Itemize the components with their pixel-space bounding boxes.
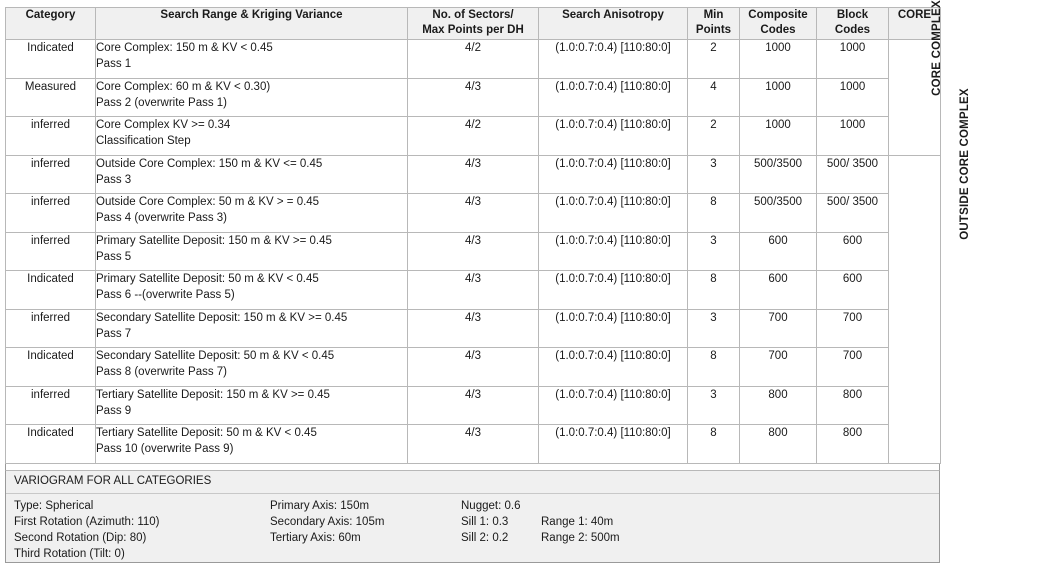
variogram-title: VARIOGRAM FOR ALL CATEGORIES <box>14 475 212 487</box>
variogram-range-2: Range 2: 500m <box>541 532 620 544</box>
sectors-cell: 4/3 <box>408 78 539 117</box>
variogram-tertiary-axis: Tertiary Axis: 60m <box>270 532 361 544</box>
category-cell: Indicated <box>6 425 96 464</box>
search-range-cell: Core Complex KV >= 0.34 Classification Step <box>96 117 408 156</box>
header-category: Category <box>6 8 96 40</box>
anisotropy-cell: (1.0:0.7:0.4) [110:80:0] <box>539 40 688 79</box>
sectors-cell: 4/3 <box>408 232 539 271</box>
composite-codes-cell: 800 <box>740 386 817 425</box>
table-row <box>6 117 941 156</box>
anisotropy-cell: (1.0:0.7:0.4) [110:80:0] <box>539 155 688 194</box>
sectors-cell: 4/2 <box>408 40 539 79</box>
min-points-cell: 8 <box>688 194 740 233</box>
category-cell: inferred <box>6 232 96 271</box>
category-cell: Indicated <box>6 40 96 79</box>
header-composite-codes: Composite Codes <box>740 8 817 40</box>
header-sectors: No. of Sectors/ Max Points per DH <box>408 8 539 40</box>
search-range-cell: Primary Satellite Deposit: 50 m & KV < 0.45 Pass 6 --(overwrite Pass 5) <box>96 271 408 310</box>
anisotropy-cell: (1.0:0.7:0.4) [110:80:0] <box>539 117 688 156</box>
anisotropy-cell: (1.0:0.7:0.4) [110:80:0] <box>539 194 688 233</box>
min-points-cell: 3 <box>688 155 740 194</box>
search-range-cell: Secondary Satellite Deposit: 150 m & KV >= 0.45 Pass 7 <box>96 309 408 348</box>
table-row <box>6 348 941 387</box>
category-cell: inferred <box>6 155 96 194</box>
anisotropy-cell: (1.0:0.7:0.4) [110:80:0] <box>539 309 688 348</box>
variogram-panel <box>5 470 940 563</box>
search-range-cell: Tertiary Satellite Deposit: 50 m & KV < 0.45 Pass 10 (overwrite Pass 9) <box>96 425 408 464</box>
sectors-cell: 4/3 <box>408 348 539 387</box>
category-cell: Indicated <box>6 348 96 387</box>
block-codes-cell: 1000 <box>817 40 889 79</box>
sectors-cell: 4/3 <box>408 271 539 310</box>
category-cell: inferred <box>6 194 96 233</box>
block-codes-cell: 700 <box>817 348 889 387</box>
table-row <box>6 386 941 425</box>
composite-codes-cell: 1000 <box>740 117 817 156</box>
composite-codes-cell: 800 <box>740 425 817 464</box>
variogram-sill-1: Sill 1: 0.3 <box>461 516 509 528</box>
variogram-second-rotation: Second Rotation (Dip: 80) <box>14 532 147 544</box>
anisotropy-cell: (1.0:0.7:0.4) [110:80:0] <box>539 425 688 464</box>
category-cell: inferred <box>6 309 96 348</box>
search-range-cell: Tertiary Satellite Deposit: 150 m & KV >= 0.45 Pass 9 <box>96 386 408 425</box>
min-points-cell: 8 <box>688 348 740 387</box>
table-row <box>6 78 941 117</box>
sectors-cell: 4/3 <box>408 194 539 233</box>
min-points-cell: 4 <box>688 78 740 117</box>
variogram-range-1: Range 1: 40m <box>541 516 614 528</box>
table-row <box>6 425 941 464</box>
table-row <box>6 155 941 194</box>
block-codes-cell: 800 <box>817 425 889 464</box>
search-parameters-table <box>5 0 971 464</box>
variogram-third-rotation: Third Rotation (Tilt: 0) <box>14 548 125 560</box>
variogram-divider <box>6 493 939 494</box>
header-anisotropy: Search Anisotropy <box>539 8 688 40</box>
min-points-cell: 8 <box>688 425 740 464</box>
min-points-cell: 2 <box>688 117 740 156</box>
variogram-primary-axis: Primary Axis: 150m <box>270 500 370 512</box>
sectors-cell: 4/3 <box>408 386 539 425</box>
min-points-cell: 8 <box>688 271 740 310</box>
composite-codes-cell: 700 <box>740 309 817 348</box>
sectors-cell: 4/3 <box>408 425 539 464</box>
sectors-cell: 4/3 <box>408 155 539 194</box>
block-codes-cell: 500/ 3500 <box>817 194 889 233</box>
core-complex-group <box>889 0 943 156</box>
min-points-cell: 2 <box>688 40 740 79</box>
variogram-sill-2: Sill 2: 0.2 <box>461 532 509 544</box>
composite-codes-cell: 700 <box>740 348 817 387</box>
header-min-points: Min Points <box>688 8 740 40</box>
header-row <box>6 8 941 40</box>
composite-codes-cell: 1000 <box>740 78 817 117</box>
block-codes-cell: 1000 <box>817 78 889 117</box>
table-row <box>6 194 941 233</box>
min-points-cell: 3 <box>688 232 740 271</box>
category-cell: inferred <box>6 386 96 425</box>
header-block-codes: Block Codes <box>817 8 889 40</box>
anisotropy-cell: (1.0:0.7:0.4) [110:80:0] <box>539 232 688 271</box>
table-row <box>6 271 941 310</box>
block-codes-cell: 700 <box>817 309 889 348</box>
composite-codes-cell: 600 <box>740 232 817 271</box>
block-codes-cell: 1000 <box>817 117 889 156</box>
block-codes-cell: 600 <box>817 271 889 310</box>
search-range-cell: Core Complex: 60 m & KV < 0.30) Pass 2 (overwrite Pass 1) <box>96 78 408 117</box>
table-row <box>6 40 941 79</box>
block-codes-cell: 800 <box>817 386 889 425</box>
search-range-cell: Core Complex: 150 m & KV < 0.45 Pass 1 <box>96 40 408 79</box>
search-range-cell: Outside Core Complex: 50 m & KV > = 0.45 Pass 4 (overwrite Pass 3) <box>96 194 408 233</box>
anisotropy-cell: (1.0:0.7:0.4) [110:80:0] <box>539 78 688 117</box>
category-cell: Measured <box>6 78 96 117</box>
composite-codes-cell: 1000 <box>740 40 817 79</box>
composite-codes-cell: 500/3500 <box>740 155 817 194</box>
header-core: CORE <box>889 8 941 40</box>
block-codes-cell: 500/ 3500 <box>817 155 889 194</box>
outside-core-complex-label: OUTSIDE CORE COMPLEX <box>958 87 971 240</box>
search-range-cell: Primary Satellite Deposit: 150 m & KV >= 0.45 Pass 5 <box>96 232 408 271</box>
sectors-cell: 4/3 <box>408 309 539 348</box>
search-range-cell: Secondary Satellite Deposit: 50 m & KV < 0.45 Pass 8 (overwrite Pass 7) <box>96 348 408 387</box>
outside-core-complex-group <box>889 87 971 463</box>
header-search-range: Search Range & Kriging Variance <box>96 8 408 40</box>
table-row <box>6 232 941 271</box>
min-points-cell: 3 <box>688 386 740 425</box>
anisotropy-cell: (1.0:0.7:0.4) [110:80:0] <box>539 386 688 425</box>
variogram-type: Type: Spherical <box>14 500 94 512</box>
category-cell: inferred <box>6 117 96 156</box>
variogram-nugget: Nugget: 0.6 <box>461 500 521 512</box>
search-range-cell: Outside Core Complex: 150 m & KV <= 0.45 Pass 3 <box>96 155 408 194</box>
block-codes-cell: 600 <box>817 232 889 271</box>
sectors-cell: 4/2 <box>408 117 539 156</box>
table-row <box>6 309 941 348</box>
composite-codes-cell: 500/3500 <box>740 194 817 233</box>
core-complex-label: CORE COMPLEX <box>930 0 943 96</box>
category-cell: Indicated <box>6 271 96 310</box>
variogram-first-rotation: First Rotation (Azimuth: 110) <box>14 516 160 528</box>
composite-codes-cell: 600 <box>740 271 817 310</box>
anisotropy-cell: (1.0:0.7:0.4) [110:80:0] <box>539 348 688 387</box>
variogram-secondary-axis: Secondary Axis: 105m <box>270 516 385 528</box>
anisotropy-cell: (1.0:0.7:0.4) [110:80:0] <box>539 271 688 310</box>
min-points-cell: 3 <box>688 309 740 348</box>
